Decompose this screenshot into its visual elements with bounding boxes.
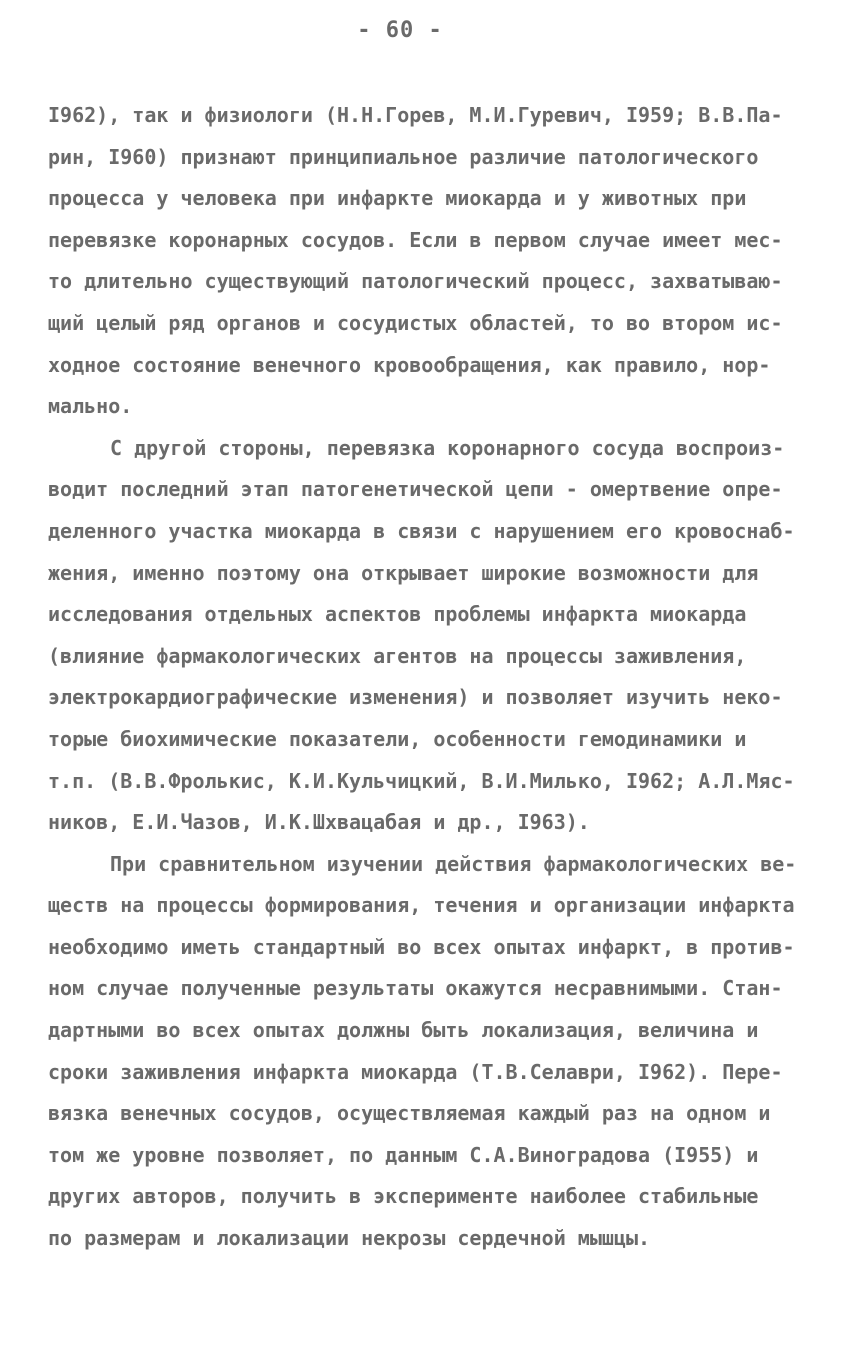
text-line: I962), так и физиологи (Н.Н.Горев, М.И.Гуревич, I959; В.В.Па- [48,103,783,127]
text-line: том же уровне позволяет, по данным С.А.Виноградова (I955) и [48,1142,759,1167]
text-line: то длительно существующий патологический процесс, захватываю- [48,269,783,294]
page-number: - 60 - [357,18,443,43]
text-line: жения, именно поэтому она открывает широкие возможности для [48,560,759,585]
text-line: процесса у человека при инфаркте миокарда и у животных при [48,186,747,211]
text-line: ществ на процессы формирования, течения и организации инфаркта [48,893,795,918]
text-line: ходное состояние венечного кровообращения, как правило, нор- [48,352,771,377]
text-line: торые биохимические показатели, особенности гемодинамики и [48,726,747,751]
text-line: вязка венечных сосудов, осуществляемая каждый раз на одном и [48,1101,771,1126]
text-line: ников, Е.И.Чазов, И.К.Шхвацабая и др., I963). [48,810,590,835]
text-line: перевязке коронарных сосудов. Если в первом случае имеет мес- [48,227,783,252]
text-line: т.п. (В.В.Фролькис, К.И.Кульчицкий, В.И.Милько, I962; А.Л.Мяс- [48,768,795,793]
text-line: С другой стороны, перевязка коронарного сосуда воспроиз- [110,435,785,460]
document-body [48,95,828,1260]
text-line: электрокардиографические изменения) и позволяет изучить неко- [48,685,783,710]
text-line: водит последний этап патогенетической цепи - омертвение опре- [48,477,783,502]
text-line: деленного участка миокарда в связи с нарушением его кровоснаб- [48,518,795,543]
text-line: мально. [48,394,133,419]
text-line: рин, I960) признают принципиальное различие патологического [48,144,759,169]
text-line: исследования отдельных аспектов проблемы инфаркта миокарда [48,602,747,627]
text-line: сроки заживления инфаркта миокарда (Т.В.Селаври, I962). Пере- [48,1059,783,1084]
text-line: дартными во всех опытах должны быть локализация, величина и [48,1018,759,1043]
text-line: других авторов, получить в эксперименте наиболее стабильные [48,1184,759,1209]
text-line: по размерам и локализации некрозы сердечной мышцы. [48,1226,651,1251]
text-line: необходимо иметь стандартный во всех опытах инфаркт, в против- [48,934,795,959]
text-line: При сравнительном изучении действия фармакологических ве- [110,851,797,876]
text-line: щий целый ряд органов и сосудистых областей, то во втором ис- [48,310,783,335]
text-line: (влияние фармакологических агентов на процессы заживления, [48,643,747,668]
text-line: ном случае полученные результаты окажутся несравнимыми. Стан- [48,976,783,1001]
